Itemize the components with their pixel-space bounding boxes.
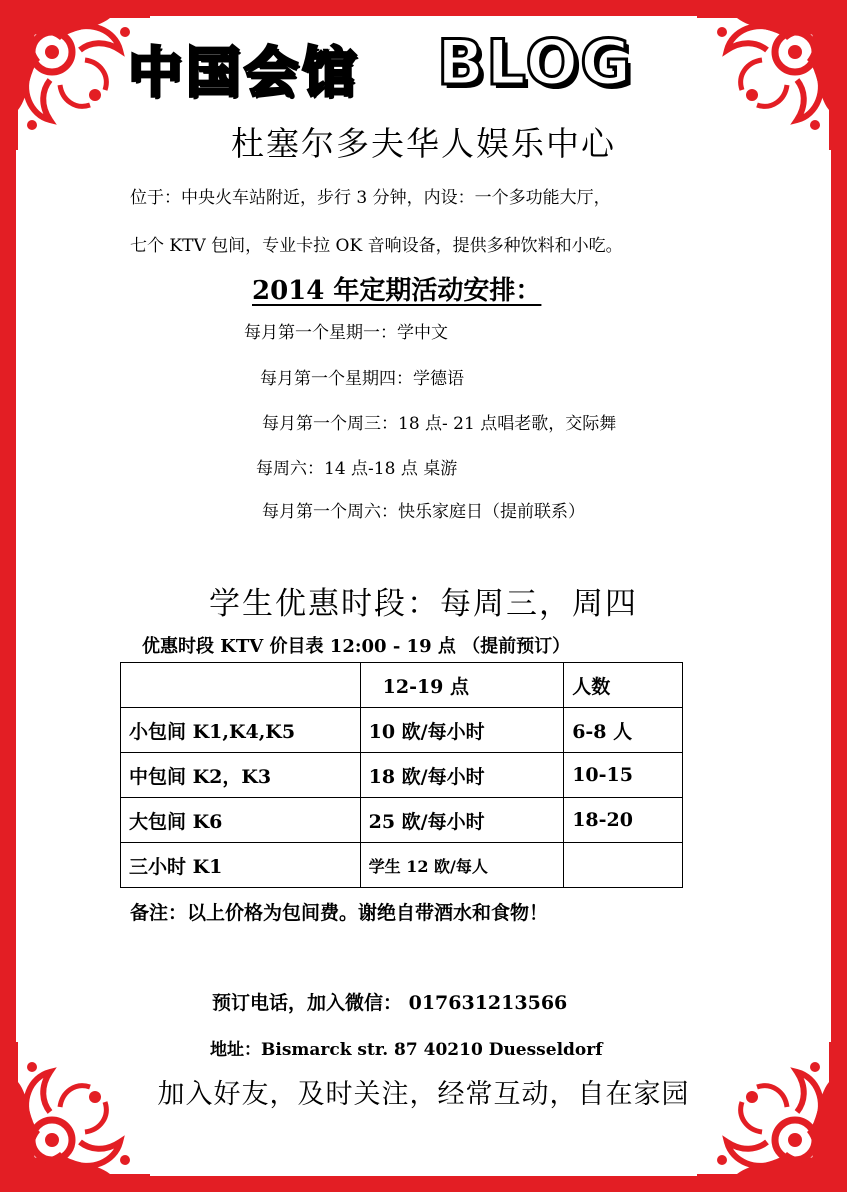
intro-line: 位于：中央火车站附近，步行 3 分钟，内设：一个多功能大厅， xyxy=(130,188,611,208)
table-cell: 三小时 K1 xyxy=(121,843,361,888)
corner-ornament-icon xyxy=(0,1042,150,1192)
contact-phone: 预订电话，加入微信： 017631213566 xyxy=(212,992,568,1014)
table-header-cell: 人数 xyxy=(564,663,683,708)
schedule-item: 每月第一个周三：18 点- 21 点唱老歌，交际舞 xyxy=(262,414,617,434)
schedule-item: 每周六：14 点-18 点 桌游 xyxy=(256,459,458,479)
table-cell: 大包间 K6 xyxy=(121,798,361,843)
corner-ornament-icon xyxy=(697,1042,847,1192)
table-row xyxy=(121,843,683,888)
schedule-item: 每月第一个星期一：学中文 xyxy=(244,323,448,343)
table-header-cell: 12-19 点 xyxy=(360,663,564,708)
table-row xyxy=(121,798,683,843)
table-header-cell xyxy=(121,663,361,708)
price-note: 备注：以上价格为包间费。谢绝自带酒水和食物！ xyxy=(130,902,549,924)
table-cell: 10 欧/每小时 xyxy=(360,708,564,753)
table-header-row xyxy=(121,663,683,708)
student-discount-heading: 学生优惠时段：每周三，周四 xyxy=(209,586,638,622)
table-cell: 小包间 K1,K4,K5 xyxy=(121,708,361,753)
table-row xyxy=(121,753,683,798)
table-row xyxy=(121,708,683,753)
price-table-caption: 优惠时段 KTV 价目表 12:00 - 19 点 （提前预订） xyxy=(142,636,571,657)
table-cell: 6-8 人 xyxy=(564,708,683,753)
table-cell xyxy=(564,843,683,888)
schedule-item: 每月第一个周六：快乐家庭日（提前联系） xyxy=(262,502,585,522)
schedule-heading: 2014 年定期活动安排： xyxy=(252,276,542,306)
table-cell: 学生 12 欧/每人 xyxy=(360,843,564,888)
table-cell: 25 欧/每小时 xyxy=(360,798,564,843)
brand-logo-chinese: 中国会馆 xyxy=(128,41,360,104)
price-table xyxy=(120,662,683,888)
table-cell: 10-15 xyxy=(564,753,683,798)
schedule-item: 每月第一个星期四：学德语 xyxy=(260,369,464,389)
table-cell: 中包间 K2，K3 xyxy=(121,753,361,798)
intro-line: 七个 KTV 包间，专业卡拉 OK 音响设备，提供多种饮料和小吃。 xyxy=(130,236,623,256)
brand-logo-blog: BLOG xyxy=(437,26,634,99)
table-cell: 18 欧/每小时 xyxy=(360,753,564,798)
page-title: 杜塞尔多夫华人娱乐中心 xyxy=(231,124,616,163)
slogan: 加入好友，及时关注，经常互动，自在家园 xyxy=(157,1079,690,1110)
table-cell: 18-20 xyxy=(564,798,683,843)
contact-address: 地址：Bismarck str. 87 40210 Duesseldorf xyxy=(210,1040,603,1060)
